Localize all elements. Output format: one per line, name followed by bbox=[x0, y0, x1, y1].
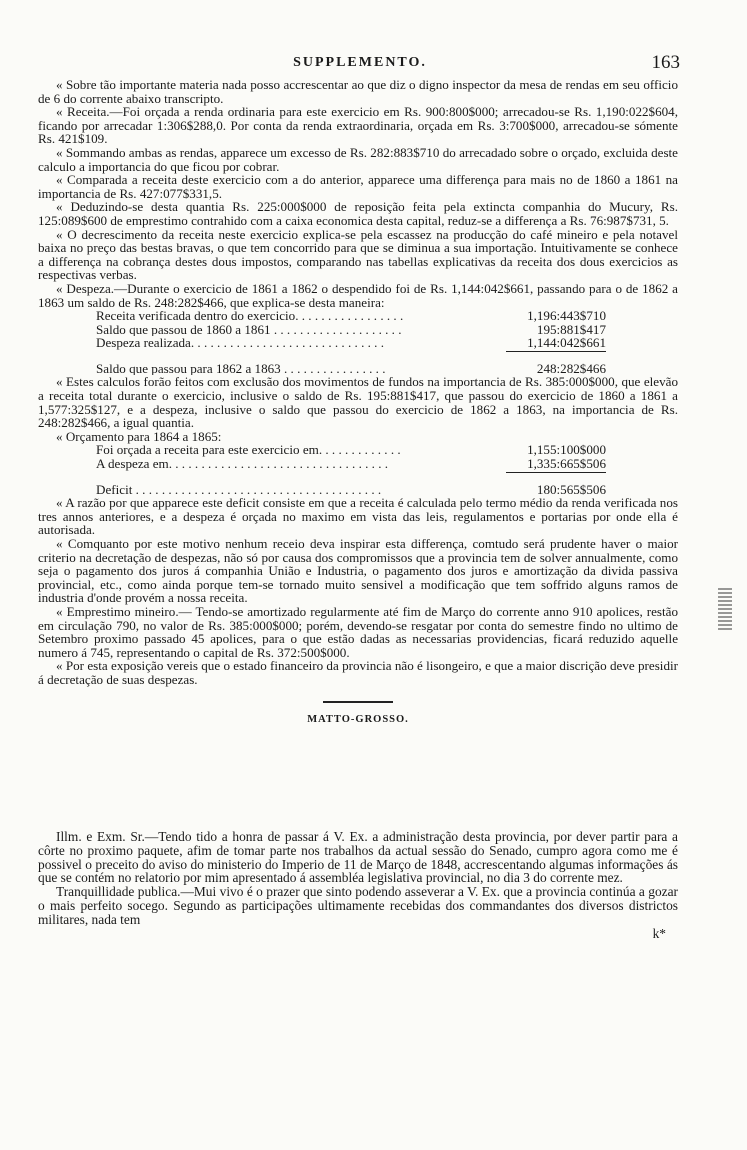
ledger-value: 180:565$506 bbox=[536, 481, 606, 497]
ledger-label: Despeza realizada. . . . . . . . . . . . . . . . . . . . . . . . . . . . . . bbox=[96, 336, 384, 350]
paragraph: « Sobre tão importante materia nada posso accrescentar ao que diz o digno inspector da mesa de rendas em seu officio de 6 do corrente abaixo transcripto. bbox=[38, 77, 678, 106]
section-title: MATTO-GROSSO. bbox=[307, 713, 409, 725]
ledger-value: 1,155:100$000 bbox=[527, 442, 606, 458]
ledger-row bbox=[96, 309, 606, 323]
ledger-value: 195:881$417 bbox=[536, 321, 606, 337]
spacer bbox=[96, 475, 606, 483]
section-divider bbox=[323, 701, 393, 703]
paragraph: « O decrescimento da receita neste exercicio explica-se pela escassez na producção do café mineiro e pela notavel baixa no preço das bestas bravas, o que tem concorrido para que se diminua a sua importação. Intuitivamente se conhece a differença na cobrança destes dous impostos, comparando nas tabellas explicativas da receita dos dous exercicios as respectivas verbas. bbox=[38, 226, 678, 283]
paragraph-despeza: « Despeza.—Durante o exercicio de 1861 a 1862 o despendido foi de Rs. 1,144:042$661, passando para o de 1862 a 1863 um saldo de Rs. 248:282$466, que explica-se desta maneira: bbox=[38, 280, 678, 310]
ledger-value: 1,144:042$661 bbox=[527, 335, 606, 351]
ledger-row bbox=[96, 336, 606, 350]
paragraph: « Sommando ambas as rendas, apparece um excesso de Rs. 282:883$710 do arrecadado sobre o orçado, excluida deste calculo a importancia do que ficou por cobrar. bbox=[38, 144, 678, 174]
ledger-label: Foi orçada a receita para este exercicio em. . . . . . . . . . . . . bbox=[96, 443, 401, 458]
paragraph-orcamento: « Orçamento para 1864 a 1865: bbox=[56, 428, 222, 444]
spacer bbox=[96, 354, 606, 362]
ledger-label: Deficit . . . . . . . . . . . . . . . . . . . . . . . . . . . . . . . . . . . . . . bbox=[96, 482, 382, 497]
page-header bbox=[40, 52, 680, 77]
signature-mark: k* bbox=[652, 925, 666, 941]
paragraph: « Deduzindo-se desta quantia Rs. 225:000$000 de reposição feita pela extincta companhia do Mucury, Rs. 125:089$600 de emprestimo contrahido com a caixa economica desta capital, reduz-se a differença a Rs. 76:987$731, 5. bbox=[38, 199, 678, 228]
margin-bleed-mark bbox=[718, 588, 732, 632]
sum-rule bbox=[506, 351, 606, 352]
sum-rule bbox=[506, 472, 606, 473]
paragraph: « Estes calculos forão feitos com exclusão dos movimentos de fundos na importancia de Rs. 385:000$000, que elevão a receita total durante o exercicio, inclusive o saldo de Rs. 195:881$417, que passou do exercicio de 1860 a 1861 a 1,577:325$127, e a despeza, inclusive o saldo que passou do exercicio de 1862 a 1863, na importancia de Rs. 248:282$466, a igual quantia. bbox=[38, 374, 678, 431]
ledger-row bbox=[96, 457, 606, 471]
ledger-label: Saldo que passou de 1860 a 1861 . . . . . . . . . . . . . . . . . . . . bbox=[96, 322, 402, 337]
ledger-total-row bbox=[96, 362, 606, 376]
ledger-orcamento bbox=[96, 443, 606, 496]
paragraph: « Por esta exposição vereis que o estado financeiro da provincia não é lisongeiro, e que a maior discrição deve presidir á decretação de suas despezas. bbox=[38, 658, 678, 687]
ledger-label: Receita verificada dentro do exercicio. . . . . . . . . . . . . . . . . bbox=[96, 309, 404, 323]
section-body bbox=[38, 830, 678, 940]
paragraph: « A razão por que apparece este deficit consiste em que a receita é calculada pelo termo médio da renda verificada nos tres annos anteriores, e a despeza é orçada no maximo em vista das leis, regulamentos e portarias por onde ella é autorisada. bbox=[38, 495, 678, 538]
page-number: 163 bbox=[651, 52, 680, 73]
ledger-row bbox=[96, 443, 606, 457]
paragraph-receita: « Receita.—Foi orçada a renda ordinaria para este exercicio em Rs. 900:800$000; arrecadou-se Rs. 1,190:022$604, ficando por arrecadar 1:306$288,0. Por conta da renda extraordinaria, orçada em Rs. 3:700$000, arrecadou-se sómente Rs. 421$109. bbox=[38, 104, 678, 147]
ledger-value: 1,196:443$710 bbox=[527, 308, 606, 324]
paragraph: « Comparada a receita deste exercicio com a do anterior, apparece uma differença para mais no de 1860 a 1861 na importancia de Rs. 427:077$331,5. bbox=[38, 172, 678, 201]
paragraph: Tranquillidade publica.—Mui vivo é o prazer que sinto podendo asseverar a V. Ex. que a provincia continúa a gozar o mais perfeito socego. Segundo as participações ultimamente recebidas dos commandantes dos diversos districtos militares, nada tem bbox=[38, 884, 678, 927]
paragraph: « Comquanto por este motivo nenhum receio deva inspirar esta differença, comtudo será prudente haver o maior criterio na decretação de despezas, não só por causa dos compromissos que a provincia tem de solver annualmente, como seja o pagamento dos juros á companhia União e Industria, o pagamento dos juros e amortização da divida passiva provincial, etc., como ainda porque tem-se tornado muito sensivel a modificação que tem soffrido alguns ramos de industria d'onde provém a nossa receita. bbox=[38, 536, 678, 606]
ledger-label: Saldo que passou para 1862 a 1863 . . . . . . . . . . . . . . . . bbox=[96, 361, 386, 376]
ledger-total-row bbox=[96, 483, 606, 497]
running-title: SUPPLEMENTO. bbox=[293, 55, 427, 70]
report-body bbox=[38, 78, 678, 740]
paragraph-emprestimo: « Emprestimo mineiro.— Tendo-se amortizado regularmente até fim de Março do corrente anno 910 apolices, restão em circulação 790, no valor de Rs. 385:000$000; porém, devendo-se resgatar por conta do semestre findo no ultimo de Setembro proximo passado 45 apolices, para o que estão dadas as necessarias providencias, ficará reduzido aquelle numero á 745, representando o capital de Rs. 372:500$000. bbox=[38, 603, 678, 660]
ledger-despeza bbox=[96, 309, 606, 375]
ledger-label: A despeza em. . . . . . . . . . . . . . . . . . . . . . . . . . . . . . . . . . bbox=[96, 457, 389, 471]
paragraph: Illm. e Exm. Sr.—Tendo tido a honra de passar á V. Ex. a administração desta provincia, por dever partir para a côrte no proximo paquete, afim de tomar parte nos trabalhos da actual sessão do Senado, cumpro agora como me é possivel o preceito do aviso do ministerio do Imperio de 11 de Março de 1848, accrescentando algumas informações ás que se contém no relatorio por mim apresentado á assembléa legislativa provincial, no dia 3 do corrente mez. bbox=[38, 829, 678, 886]
ledger-row bbox=[96, 323, 606, 337]
ledger-value: 248:282$466 bbox=[536, 360, 606, 376]
ledger-value: 1,335:665$506 bbox=[527, 456, 606, 472]
